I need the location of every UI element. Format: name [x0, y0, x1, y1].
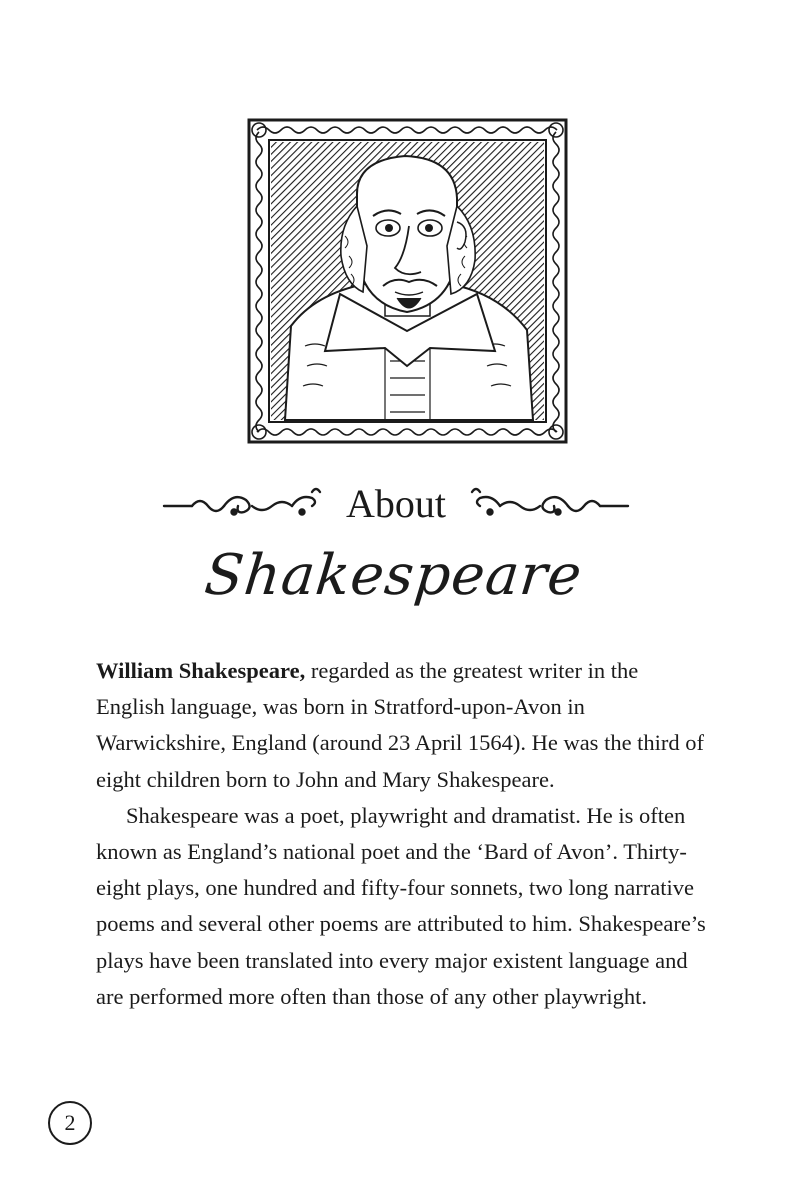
paragraph-1-text: regarded as the greatest writer in the English language, was born in Stratford-upon-Avon in Warwickshire, England (around 23 April 1564). He was the third of eight children born to John and Mary Shakespeare. — [96, 658, 705, 792]
shakespeare-portrait-icon — [245, 116, 570, 446]
paragraph-2: Shakespeare was a poet, playwright and dramatist. He is often known as England’s national poet and the ‘Bard of Avon’. Thirty-eight plays, one hundred and fifty-four sonnets, two long narrative poems and several other poems are attributed to him. Shakespeare’s plays have been translated into every major existent language and are performed more often than those of any other playwright. — [96, 802, 706, 1009]
heading-about-text: About — [346, 481, 446, 526]
body-text — [96, 653, 706, 1015]
right-flourish-icon — [470, 482, 630, 522]
left-flourish-icon — [162, 482, 322, 522]
paragraph-1 — [96, 653, 706, 798]
ornate-frame-icon — [245, 116, 570, 446]
heading-about — [0, 474, 787, 534]
page-title: Shakespeare — [201, 543, 586, 608]
lead-name: William Shakespeare, — [96, 658, 306, 683]
page-number: 2 — [48, 1101, 92, 1145]
